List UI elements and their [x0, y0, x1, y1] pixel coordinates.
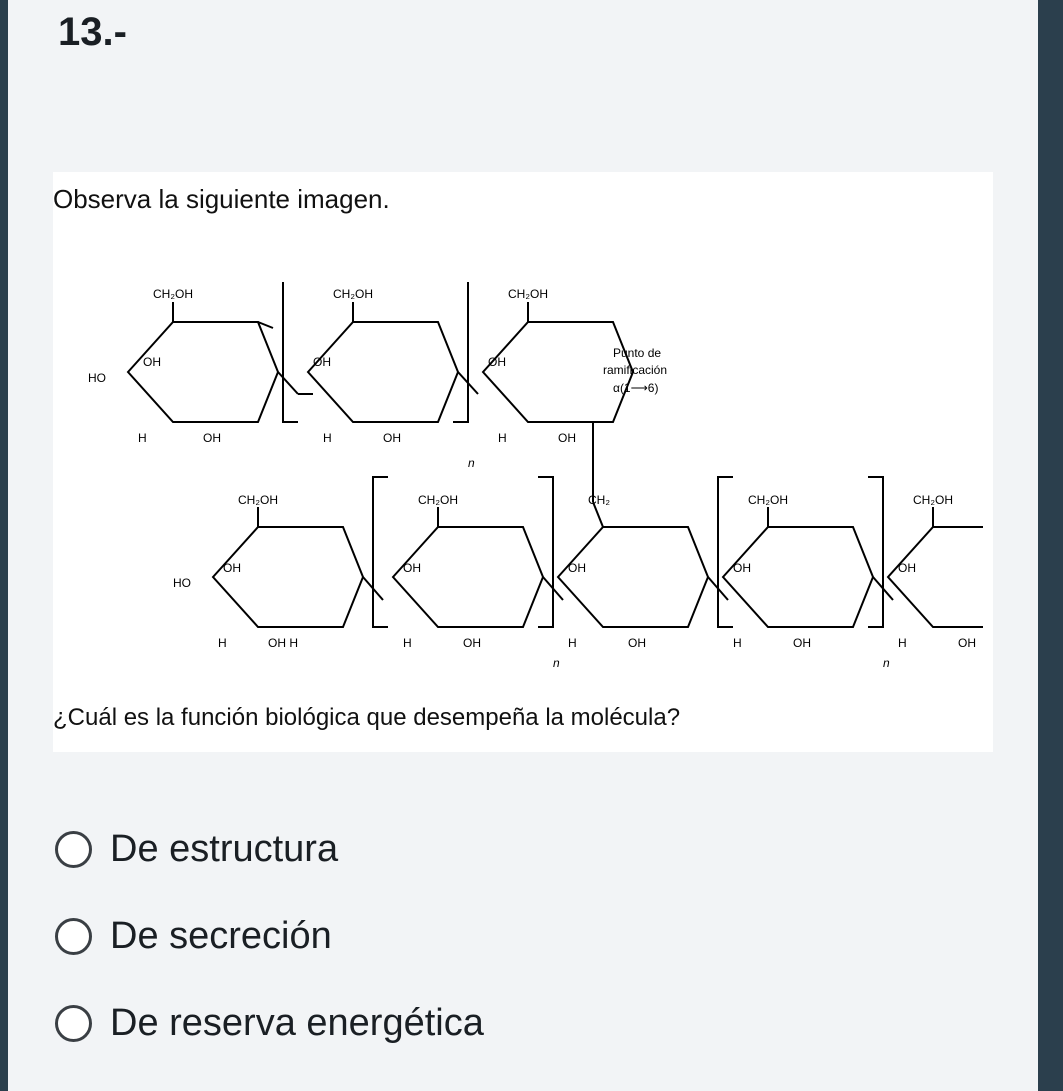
label-oh: OH — [558, 431, 576, 445]
label-oh: OH — [898, 561, 916, 575]
question-prompt: ¿Cuál es la función biológica que desempeña la molécula? — [53, 704, 681, 731]
label-ch2oh: CH₂OH — [748, 493, 788, 507]
label-oh: OH — [568, 561, 586, 575]
option-label: De reserva energética — [110, 1001, 484, 1044]
label-oh: OH — [403, 561, 421, 575]
label-oh: OH — [203, 431, 221, 445]
label-oh-h: OH H — [268, 636, 298, 650]
branch-label-line2: ramificación — [603, 363, 668, 377]
label-oh: OH — [628, 636, 646, 650]
branch-label-line1: Punto de — [613, 346, 662, 360]
label-oh: OH — [223, 561, 241, 575]
label-h: H — [323, 431, 332, 445]
label-h: H — [568, 636, 577, 650]
radio-button[interactable] — [55, 831, 92, 868]
label-ch2oh: CH₂OH — [153, 287, 193, 301]
label-h: H — [403, 636, 412, 650]
label-ch2oh: CH₂OH — [238, 493, 278, 507]
option-de-secrecion[interactable] — [55, 910, 332, 962]
label-n: n — [553, 656, 560, 670]
label-h: H — [898, 636, 907, 650]
option-label: De secreción — [110, 914, 332, 957]
label-oh: OH — [143, 355, 161, 369]
label-oh: OH — [488, 355, 506, 369]
label-ch2oh: CH₂OH — [418, 493, 458, 507]
label-h: H — [138, 431, 147, 445]
label-ho: HO — [88, 371, 106, 385]
label-oh: OH — [383, 431, 401, 445]
radio-button[interactable] — [55, 918, 92, 955]
label-h: H — [498, 431, 507, 445]
label-oh: OH — [313, 355, 331, 369]
top-row-rings — [128, 282, 633, 502]
label-ch2oh: CH₂OH — [913, 493, 953, 507]
option-label: De estructura — [110, 827, 339, 870]
option-de-estructura[interactable] — [55, 823, 338, 875]
question-card — [8, 0, 1038, 1091]
option-de-reserva-energetica[interactable] — [55, 997, 484, 1049]
label-ho: HO — [173, 576, 191, 590]
label-ch2oh: CH₂OH — [333, 287, 373, 301]
label-oh: OH — [463, 636, 481, 650]
label-oh: OH — [733, 561, 751, 575]
label-oh: OH — [958, 636, 976, 650]
figure-intro-text: Observa la siguiente imagen. — [53, 184, 390, 214]
radio-button[interactable] — [55, 1005, 92, 1042]
label-ch2oh: CH₂OH — [508, 287, 548, 301]
label-ch2: CH₂ — [588, 493, 610, 507]
label-n: n — [468, 456, 475, 470]
label-h: H — [733, 636, 742, 650]
label-h: H — [218, 636, 227, 650]
glycogen-structure-diagram — [83, 282, 983, 702]
label-oh: OH — [793, 636, 811, 650]
question-number: 13.- — [58, 10, 127, 54]
label-n: n — [883, 656, 890, 670]
branch-label-line3: α(1⟶6) — [613, 381, 659, 395]
question-figure — [53, 172, 993, 752]
